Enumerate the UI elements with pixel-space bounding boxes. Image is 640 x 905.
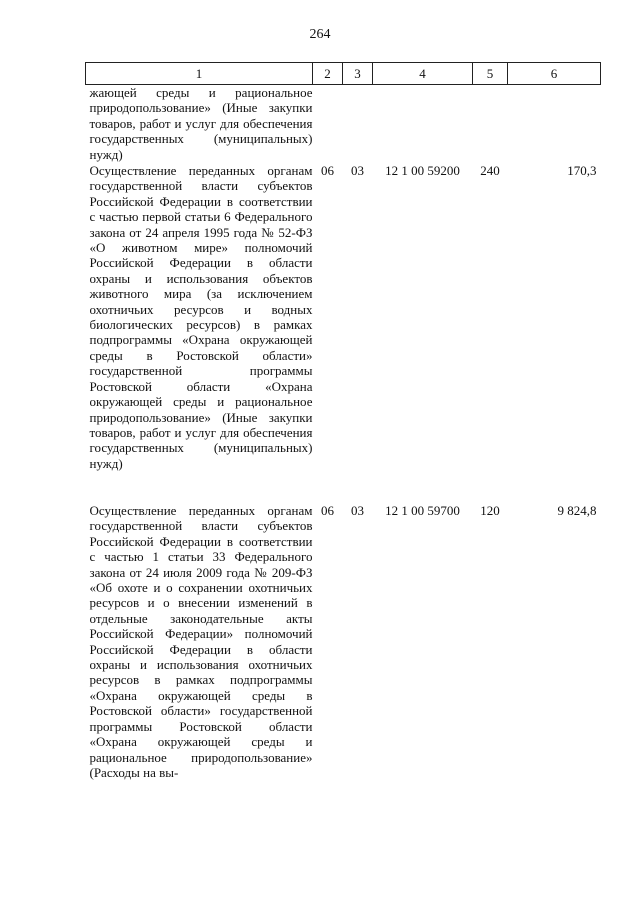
row-amount xyxy=(508,85,601,164)
row-target-article: 12 1 00 59200 xyxy=(385,163,460,178)
column-header-5: 5 xyxy=(473,63,508,85)
row-subsection: 03 xyxy=(351,503,364,518)
row-subsection xyxy=(343,85,373,164)
row-subsection: 03 xyxy=(351,163,364,178)
budget-table xyxy=(85,62,601,780)
row-description: жающей среды и рациональное природопользование» (Иные закупки товаров, работ и услуг для обеспечения государственных (муниципальных) нужд) xyxy=(89,85,313,162)
row-expense-type: 120 xyxy=(480,503,500,518)
row-target-article xyxy=(373,85,473,164)
row-expense-type xyxy=(473,85,508,164)
column-header-6: 6 xyxy=(508,63,601,85)
row-expense-type: 240 xyxy=(480,163,500,178)
table-row xyxy=(86,503,601,780)
row-description: Осуществление переданных органам государственной власти субъектов Российской Федерации в соответствии с частью первой статьи 6 Федерального закона от 24 апреля 1995 года № 52-ФЗ «О животном мире» полномочий Российской Федерации в области охраны и использования объектов животного мира (за исключением охотничьих ресурсов и водных биологических ресурсов) в рамках подпрограммы «Охрана окружающей среды в Ростовской области» государственной программы Ростовской области «Охрана окружающей среды и рациональное природопользование» (Иные закупки товаров, работ и услуг для обеспечения государственных (муниципальных) нужд) xyxy=(89,163,313,471)
row-description: Осуществление переданных органам государственной власти субъектов Российской Федерации в соответствии с частью 1 статьи 33 Федерального закона от 24 июля 2009 года № 209-ФЗ «Об охоте и о сохранении охотничьих ресурсов и о внесении изменений в отдельные законодательные акты Российской Федерации» полномочий Российской Федерации в области охраны и использования охотничьих ресурсов в рамках подпрограммы «Охрана окружающей среды в Ростовской области» государственной программы Ростовской области «Охрана окружающей среды и рациональное природопользование» (Расходы на вы- xyxy=(89,503,313,780)
column-header-3: 3 xyxy=(343,63,373,85)
column-header-2: 2 xyxy=(313,63,343,85)
page-number: 264 xyxy=(309,27,331,42)
table-header xyxy=(86,63,601,85)
table-row xyxy=(86,85,601,164)
row-section: 06 xyxy=(321,503,334,518)
column-header-1: 1 xyxy=(86,63,313,85)
table-row xyxy=(86,163,601,503)
row-target-article: 12 1 00 59700 xyxy=(385,503,460,518)
row-section xyxy=(313,85,343,164)
row-section: 06 xyxy=(321,163,334,178)
row-amount: 170,3 xyxy=(567,163,597,178)
column-header-4: 4 xyxy=(373,63,473,85)
row-amount: 9 824,8 xyxy=(557,503,597,518)
